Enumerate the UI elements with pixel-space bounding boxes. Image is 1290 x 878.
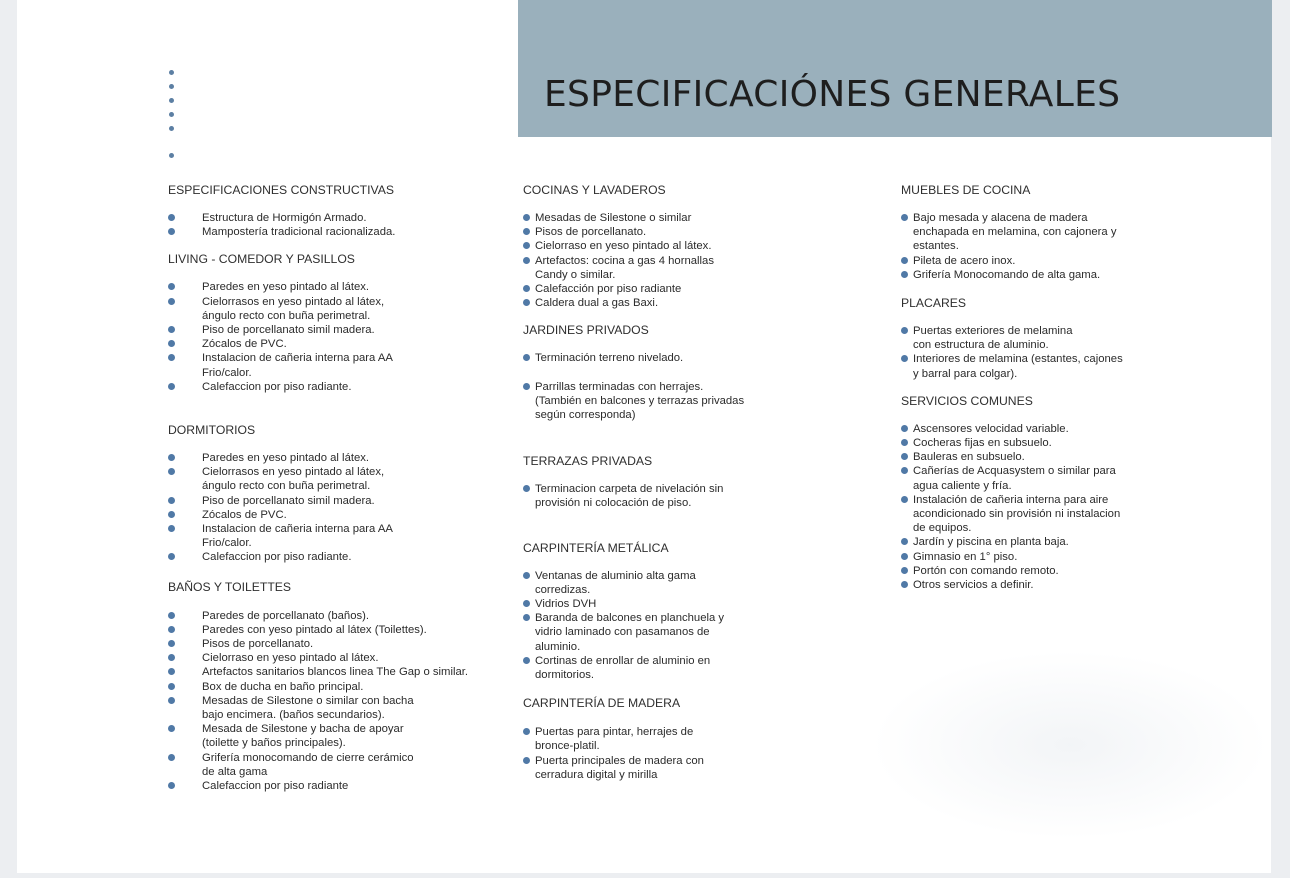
list-item: Cocheras fijas en subsuelo. [901,436,1151,450]
spec-list [523,211,773,310]
spec-list [168,451,508,565]
list-item: Paredes en yeso pintado al látex. [168,280,508,294]
list-item: Puertas para pintar, herrajes de bronce-platil. [523,725,773,753]
dot-icon [169,70,174,75]
list-item: Portón con comando remoto. [901,564,1151,578]
dot-icon [169,98,174,103]
list-item: Gimnasio en 1° piso. [901,550,1151,564]
list-item: Cielorraso en yeso pintado al látex. [168,651,508,665]
spec-list [168,211,508,239]
section-heading: COCINAS Y LAVADEROS [523,183,666,197]
list-item: Mampostería tradicional racionalizada. [168,225,508,239]
spec-list [901,324,1151,381]
dot-icon [169,126,174,131]
list-item: Puertas exteriores de melamina con estructura de aluminio. [901,324,1151,352]
list-item: Cielorraso en yeso pintado al látex. [523,239,773,253]
list-item: Caldera dual a gas Baxi. [523,296,773,310]
list-item: Pisos de porcellanato. [168,637,508,651]
list-item: Calefaccion por piso radiante. [168,380,508,394]
list-item: Bauleras en subsuelo. [901,450,1151,464]
spec-list [168,609,508,794]
section-heading: CARPINTERÍA METÁLICA [523,540,669,555]
section-heading: DORMITORIOS [168,423,256,438]
section-servicios [901,394,1151,592]
list-item: Terminación terreno nivelado. [523,351,773,365]
list-item: Cielorrasos en yeso pintado al látex, ángulo recto con buña perimetral. [168,465,508,493]
section-jardines [523,323,773,422]
list-item: Grifería Monocomando de alta gama. [901,268,1151,282]
list-item: Otros servicios a definir. [901,578,1151,592]
list-item: Terminacion carpeta de nivelación sin provisión ni colocación de piso. [523,482,773,510]
list-item: Calefaccion por piso radiante [168,779,508,793]
list-item: Paredes con yeso pintado al látex (Toilettes). [168,623,508,637]
section-muebles [901,183,1151,282]
list-item: Interiores de melamina (estantes, cajones y barral para colgar). [901,352,1151,380]
list-item: Calefacción por piso radiante [523,282,773,296]
list-item: Piso de porcellanato simil madera. [168,323,508,337]
spec-list [523,725,773,782]
list-item: Jardín y piscina en planta baja. [901,535,1151,549]
list-item: Instalacion de cañeria interna para AA Frio/calor. [168,351,508,379]
list-item: Mesada de Silestone y bacha de apoyar (toilette y baños principales). [168,722,508,750]
list-item: Baranda de balcones en planchuela y vidrio laminado con pasamanos de aluminio. [523,611,773,654]
column-middle [523,183,773,782]
section-constructivas [168,183,508,239]
list-item: Puerta principales de madera con cerradura digital y mirilla [523,754,773,782]
page-title: ESPECIFICACIÓNES GENERALES [544,74,1121,115]
list-item: Artefactos: cocina a gas 4 hornallas Candy o similar. [523,254,773,282]
section-heading: JARDINES PRIVADOS [523,323,649,338]
section-heading: TERRAZAS PRIVADAS [523,454,653,469]
list-item: Paredes de porcellanato (baños). [168,609,508,623]
section-madera [523,696,773,782]
list-item: Instalación de cañeria interna para aire acondicionado sin provisión ni instalacion de equipos. [901,493,1151,536]
column-left [168,183,508,793]
list-item: Ascensores velocidad variable. [901,422,1151,436]
section-heading: SERVICIOS COMUNES [901,393,1033,408]
spec-list [901,211,1151,282]
dot-icon [169,153,174,158]
section-terrazas [523,454,773,510]
list-item: Paredes en yeso pintado al látex. [168,451,508,465]
section-heading: CARPINTERÍA DE MADERA [523,696,681,711]
list-item: Piso de porcellanato simil madera. [168,494,508,508]
dot-icon [169,112,174,117]
list-item: Cañerías de Acquasystem o similar para agua caliente y fría. [901,464,1151,492]
list-item: Instalacion de cañeria interna para AA Frio/calor. [168,522,508,550]
list-item: Zócalos de PVC. [168,337,508,351]
list-item: Cortinas de enrollar de aluminio en dormitorios. [523,654,773,682]
list-item: Pileta de acero inox. [901,254,1151,268]
list-item: Mesadas de Silestone o similar con bacha bajo encimera. (baños secundarios). [168,694,508,722]
spec-list [523,569,773,683]
list-item: Parrillas terminadas con herrajes. (También en balcones y terrazas privadas según corresponda) [523,380,773,423]
list-item: Cielorrasos en yeso pintado al látex, ángulo recto con buña perimetral. [168,295,508,323]
spec-list [901,422,1151,592]
list-item: Pisos de porcellanato. [523,225,773,239]
section-heading: LIVING - COMEDOR Y PASILLOS [168,252,355,267]
list-item: Mesadas de Silestone o similar [523,211,773,225]
list-item: Bajo mesada y alacena de madera enchapada en melamina, con cajonera y estantes. [901,211,1151,254]
decorative-dots [169,70,174,167]
list-item: Estructura de Hormigón Armado. [168,211,508,225]
column-right [901,183,1151,592]
section-metalica [523,541,773,683]
list-item: Ventanas de aluminio alta gama corredizas. [523,569,773,597]
spec-list [523,482,773,510]
section-heading: MUEBLES DE COCINA [901,183,1031,197]
spec-list [168,280,508,394]
section-placares [901,296,1151,381]
list-item: Vidrios DVH [523,597,773,611]
list-item: Calefaccion por piso radiante. [168,550,508,564]
list-item: Zócalos de PVC. [168,508,508,522]
watermark [870,650,1270,840]
section-living [168,252,508,394]
list-item: Grifería monocomando de cierre cerámico de alta gama [168,751,508,779]
title-banner [518,0,1272,137]
section-cocinas [523,183,773,310]
spec-list [523,351,773,422]
dot-icon [169,84,174,89]
section-dormitorios [168,423,508,565]
section-heading: BAÑOS Y TOILETTES [168,579,292,594]
section-heading: PLACARES [901,296,967,311]
section-banos [168,580,508,794]
section-heading: ESPECIFICACIONES CONSTRUCTIVAS [168,183,394,197]
list-item: Artefactos sanitarios blancos linea The Gap o similar. [168,665,508,679]
list-item: Box de ducha en baño principal. [168,680,508,694]
